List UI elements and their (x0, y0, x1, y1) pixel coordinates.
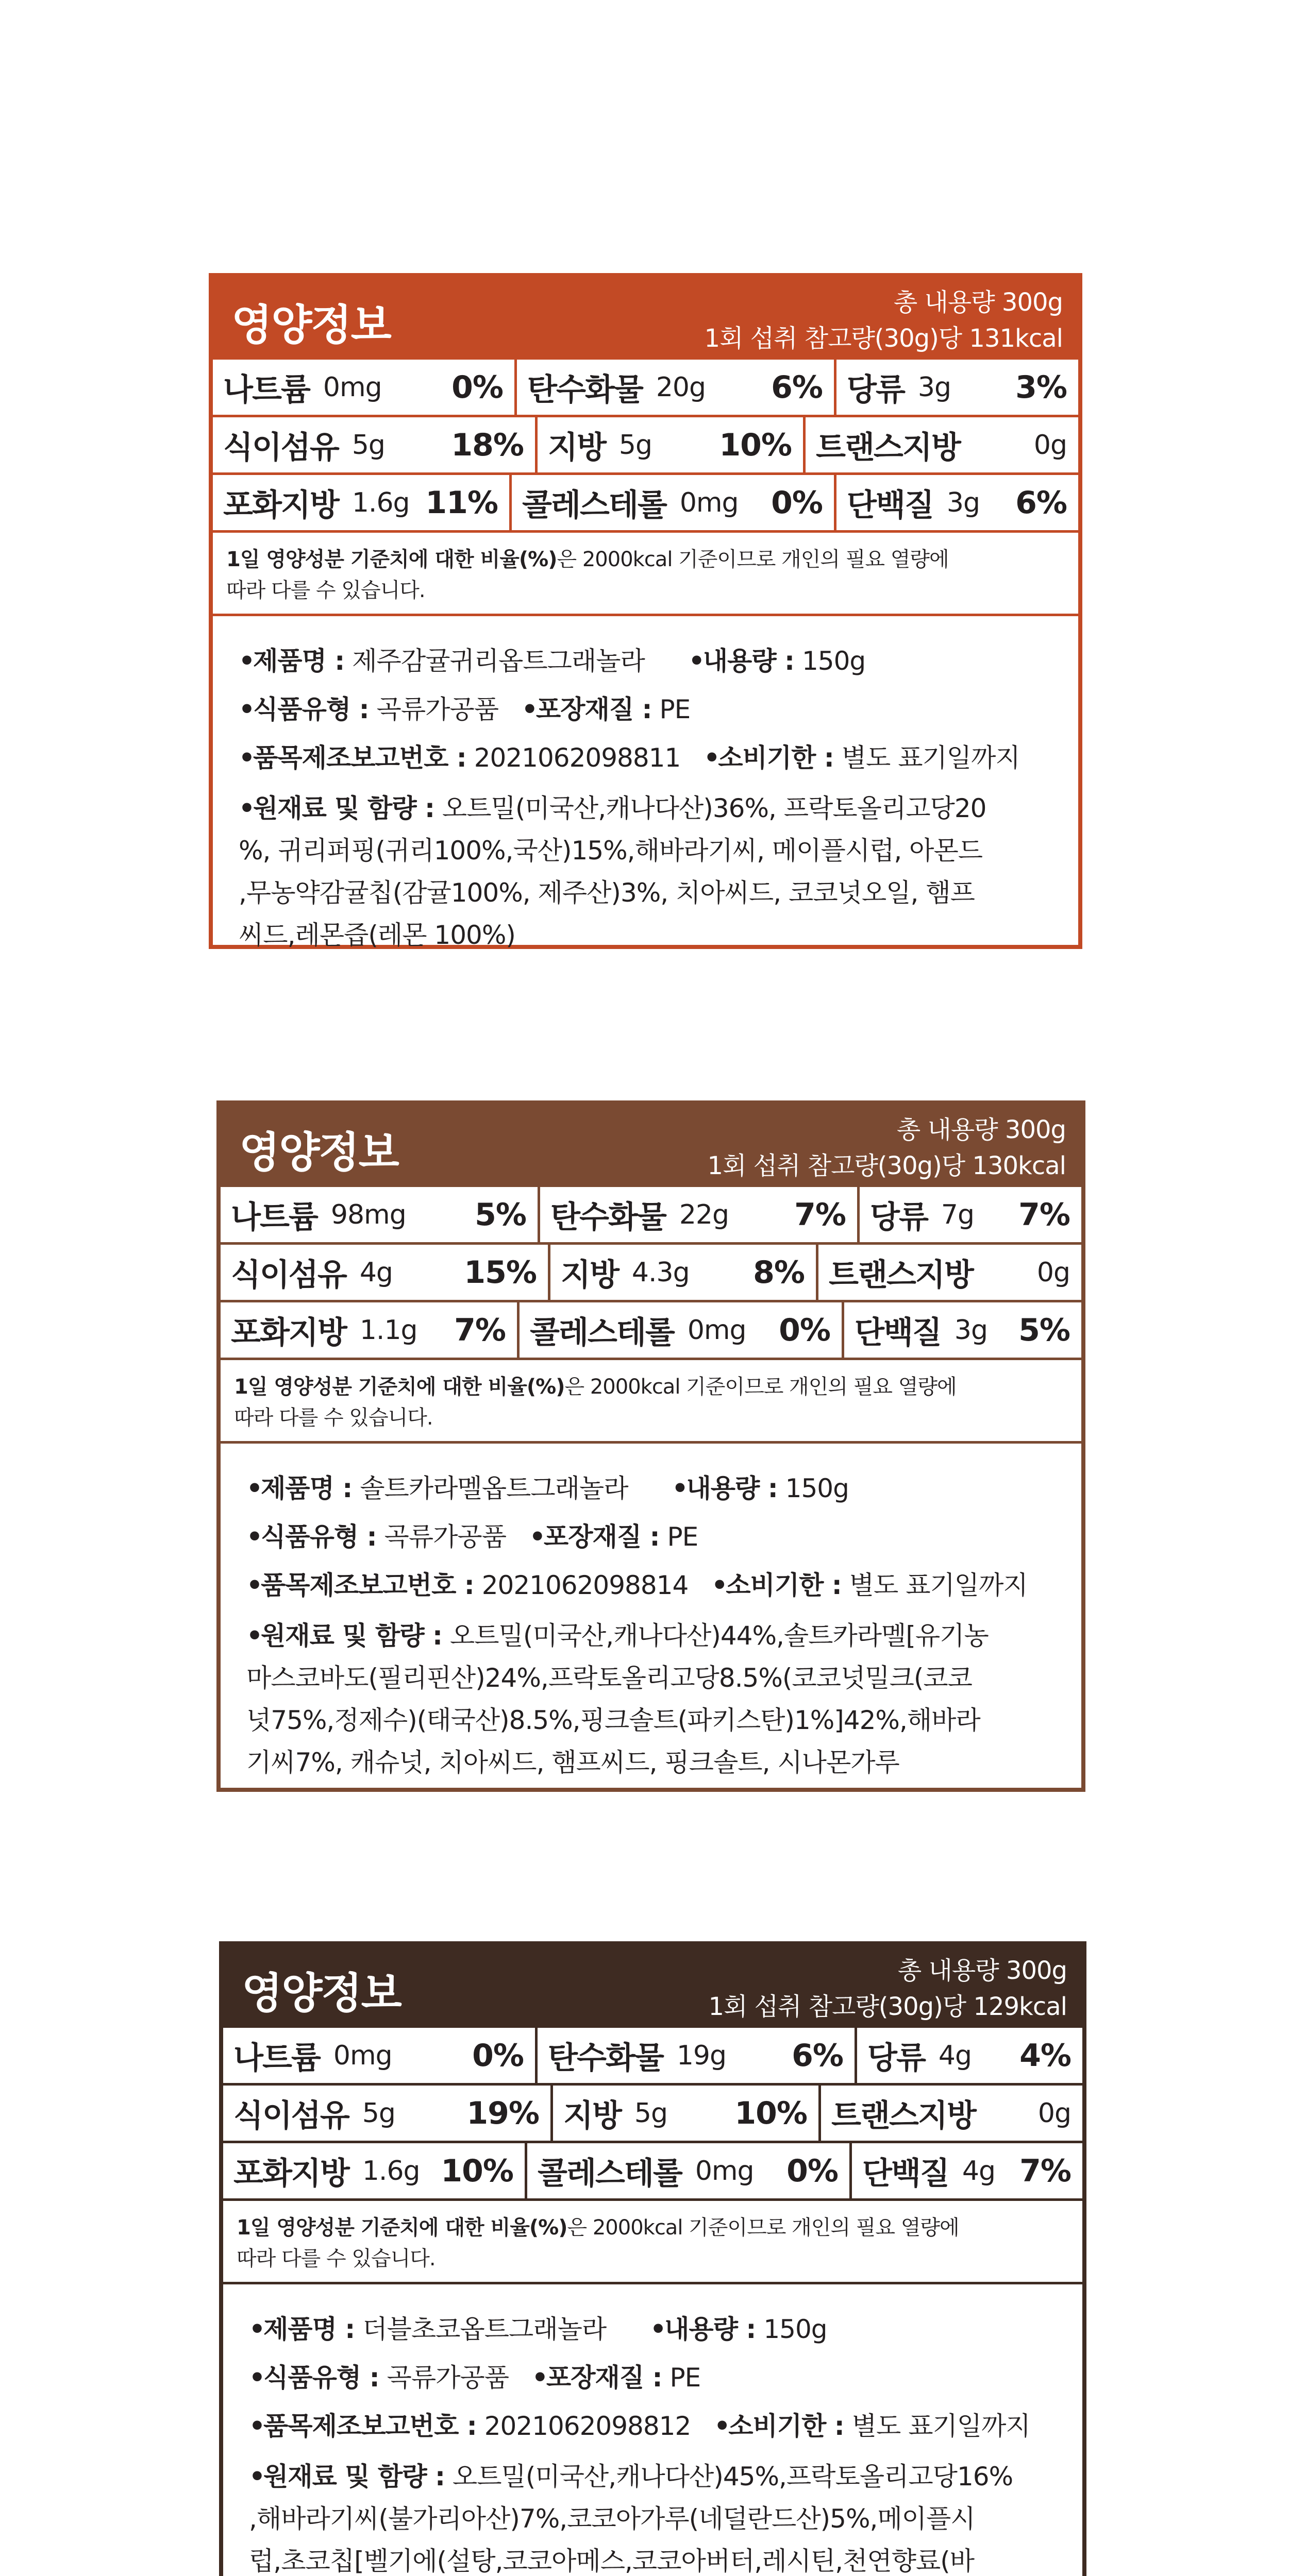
expiry-value: 별도 표기일까지 (849, 1570, 1028, 1600)
product-label: 제품명 : (253, 646, 345, 676)
nutrient-name: 포화지방 (233, 2155, 349, 2192)
nutrient-name: 탄수화물 (527, 371, 643, 408)
ingredients: •원재료 및 함량 : 오트밀(미국산,캐나다산)36%, 프락토올리고당20 %, 귀리퍼핑(귀리100%,국산)15%,해바라기씨, 메이플시럽, 아몬드 ,무농약감귤칩(감귤100%, 제주산)3%, 치아씨드, 코코넛오일, 햄프 씨드,레몬즙(레몬 100%) (239, 782, 1063, 956)
nutrient-cell-sodium (221, 1187, 540, 1242)
report-label: 품목제조보고번호 : (261, 1570, 474, 1600)
ingredients-line: 오트밀(미국산,캐나다산)36%, 프락토올리고당20 (434, 793, 986, 823)
pack-label: 포장재질 : (546, 2363, 662, 2393)
product-info (221, 1444, 1081, 1788)
product-name: 솔트카라멜옵트그래놀라 (360, 1473, 628, 1503)
nutrient-cell-sodium (213, 360, 517, 415)
nutrient-name: 트랜스지방 (829, 1257, 973, 1293)
nutrient-amount: 20g (656, 371, 706, 403)
nutrient-cell-fiber (221, 1245, 550, 1300)
nutrient-percent: 0% (771, 484, 823, 521)
nutrient-name: 포화지방 (231, 1314, 346, 1351)
product-info (223, 2284, 1082, 2576)
nutrient-percent: 5% (475, 1196, 526, 1233)
nutrition-panel-1 (209, 273, 1082, 949)
total-content: 총 내용량 300g (896, 1115, 1066, 1144)
type-line: •식품유형 : 곡류가공품 •포장재질 : PE (249, 2363, 701, 2393)
panel-title: 영양정보 (239, 1128, 398, 1177)
nutrient-name: 단백질 (855, 1314, 941, 1351)
nutrition-panel-2 (216, 1100, 1085, 1792)
ingredients: •원재료 및 함량 : 오트밀(미국산,캐나다산)44%,솔트카라멜[유기농 마스코바도(필리핀산)24%,프락토올리고당8.5%(코코넛밀크(코코 넛75%,정제수)(태국산)8.5%,핑크솔트(파키스탄)1%]42%,해바라 기씨7%, 캐슈넛, 치아씨드, 햄프씨드, 핑크솔트, 시나몬가루 (246, 1609, 1066, 1784)
nutrient-cell-sugar (857, 2028, 1082, 2083)
nutrient-name: 콜레스테롤 (522, 487, 666, 523)
type-label: 식품유형 : (263, 2363, 379, 2393)
daily-value-note (223, 2201, 1082, 2284)
nutrient-cell-sugar (836, 360, 1078, 415)
nutrient-cell-protein (836, 475, 1078, 530)
nutrient-amount: 5g (634, 2097, 668, 2129)
nutrient-amount: 5g (618, 429, 652, 461)
expiry-label: 소비기한 : (718, 743, 834, 773)
nutrient-name: 포화지방 (223, 487, 339, 523)
panel-header (221, 1105, 1081, 1187)
panel-header (223, 1945, 1082, 2028)
nutrient-amount: 0g (1033, 429, 1067, 461)
nutrient-percent: 6% (1015, 484, 1067, 521)
type-value: 곡류가공품 (376, 694, 499, 724)
ingredients-label: 원재료 및 함량 : (253, 793, 435, 823)
type-label: 식품유형 : (253, 694, 369, 724)
nutrient-name: 나트륨 (231, 1199, 317, 1235)
daily-value-note (221, 1360, 1081, 1444)
nutrient-row-1 (221, 1187, 1081, 1245)
report-label: 품목제조보고번호 : (253, 743, 466, 773)
product-name: 제주감귤귀리옵트그래놀라 (352, 646, 645, 676)
nutrient-name: 당류 (870, 1199, 928, 1235)
nutrient-cell-fat (538, 417, 806, 472)
nutrient-name: 나트륨 (233, 2040, 320, 2076)
nutrient-percent: 7% (1018, 1196, 1070, 1233)
nutrient-percent: 0% (472, 2037, 524, 2074)
ingredients-line: 오트밀(미국산,캐나다산)45%,프락토올리고당16% (445, 2462, 1013, 2492)
product-line: •제품명 : 제주감귤귀리옵트그래놀라 •내용량 : 150g (239, 646, 866, 676)
nutrient-amount: 7g (941, 1199, 975, 1230)
nutrient-amount: 0mg (695, 2155, 754, 2187)
product-label: 제품명 : (263, 2314, 355, 2344)
nutrient-amount: 0g (1036, 1257, 1070, 1288)
nutrient-row-3 (221, 1302, 1081, 1360)
nutrient-cell-carbs (540, 1187, 860, 1242)
ingredients-line: 기씨7%, 캐슈넛, 치아씨드, 햄프씨드, 핑크솔트, 시나몬가루 (246, 1748, 899, 1777)
nutrient-amount: 0mg (687, 1314, 746, 1346)
volume-label: 내용량 : (686, 1473, 778, 1503)
nutrient-percent: 6% (792, 2037, 843, 2074)
nutrient-name: 당류 (847, 371, 905, 408)
nutrient-percent: 8% (753, 1254, 805, 1291)
nutrient-cell-fiber (223, 2086, 553, 2141)
nutrient-row-2 (223, 2086, 1082, 2143)
nutrient-row-3 (213, 475, 1078, 533)
nutrient-name: 식이섬유 (233, 2097, 349, 2134)
pack-label: 포장재질 : (535, 694, 652, 724)
nutrient-cell-sat-fat (221, 1302, 520, 1358)
expiry-label: 소비기한 : (728, 2411, 844, 2441)
nutrient-percent: 5% (1018, 1312, 1070, 1348)
ingredients-line: %, 귀리퍼핑(귀리100%,국산)15%,해바라기씨, 메이플시럽, 아몬드 (239, 836, 983, 866)
ingredients-line: 오트밀(미국산,캐나다산)44%,솔트카라멜[유기농 (442, 1621, 989, 1651)
daily-value-note (213, 533, 1078, 616)
nutrient-name: 탄수화물 (548, 2040, 663, 2076)
nutrient-name: 단백질 (847, 487, 933, 523)
pack-value: PE (659, 694, 691, 724)
ingredients-line: ,무농약감귤칩(감귤100%, 제주산)3%, 치아씨드, 코코넛오일, 햄프 (239, 878, 975, 908)
total-content: 총 내용량 300g (893, 288, 1063, 317)
pack-label: 포장재질 : (543, 1522, 660, 1552)
nutrient-cell-trans-fat (818, 1245, 1081, 1300)
note-text-2: 따라 다를 수 있습니다. (226, 579, 425, 602)
nutrient-cell-cholesterol (527, 2143, 852, 2198)
report-value: 2021062098812 (484, 2411, 691, 2441)
note-text: 은 2000kcal 기준이므로 개인의 필요 열량에 (557, 548, 949, 571)
expiry-value: 별도 표기일까지 (841, 743, 1020, 773)
nutrient-amount: 0mg (333, 2040, 392, 2071)
nutrient-cell-protein (852, 2143, 1082, 2198)
nutrient-name: 식이섬유 (231, 1257, 346, 1293)
serving-info: 1회 섭취 참고량(30g)당 130kcal (707, 1151, 1066, 1180)
expiry-label: 소비기한 : (726, 1570, 842, 1600)
product-label: 제품명 : (261, 1473, 353, 1503)
report-line: •품목제조보고번호 : 2021062098814 •소비기한 : 별도 표기일까지 (246, 1570, 1028, 1600)
volume-value: 150g (763, 2314, 827, 2344)
pack-value: PE (669, 2363, 701, 2393)
nutrient-amount: 3g (954, 1314, 987, 1346)
nutrient-percent: 10% (441, 2153, 513, 2189)
nutrient-amount: 4g (962, 2155, 995, 2187)
type-line: •식품유형 : 곡류가공품 •포장재질 : PE (239, 694, 691, 724)
nutrient-percent: 3% (1015, 369, 1067, 405)
nutrient-amount: 1.6g (362, 2155, 420, 2187)
report-line: •품목제조보고번호 : 2021062098811 •소비기한 : 별도 표기일까지 (239, 743, 1020, 773)
nutrient-percent: 7% (454, 1312, 506, 1348)
nutrient-name: 트랜스지방 (831, 2097, 976, 2134)
volume-label: 내용량 : (664, 2314, 756, 2344)
nutrient-amount: 4g (938, 2040, 972, 2071)
nutrient-cell-fat (550, 1245, 818, 1300)
nutrient-cell-sodium (223, 2028, 538, 2083)
nutrient-percent: 10% (719, 427, 792, 463)
product-line: •제품명 : 솔트카라멜옵트그래놀라 •내용량 : 150g (246, 1473, 849, 1503)
nutrient-percent: 4% (1019, 2037, 1071, 2074)
nutrient-cell-trans-fat (821, 2086, 1082, 2141)
report-value: 2021062098814 (481, 1570, 689, 1600)
nutrient-percent: 0% (779, 1312, 830, 1348)
nutrient-amount: 5g (351, 429, 385, 461)
nutrient-row-2 (213, 417, 1078, 475)
nutrient-amount: 3g (917, 371, 951, 403)
report-value: 2021062098811 (474, 743, 681, 773)
expiry-value: 별도 표기일까지 (851, 2411, 1030, 2441)
nutrient-amount: 19g (676, 2040, 727, 2071)
nutrient-name: 식이섬유 (223, 429, 339, 466)
nutrient-name: 지방 (561, 1257, 618, 1293)
panel-header (213, 277, 1078, 360)
nutrient-amount: 0mg (679, 487, 739, 518)
ingredients-label: 원재료 및 함량 : (261, 1621, 443, 1651)
nutrient-name: 탄수화물 (550, 1199, 666, 1235)
note-text-2: 따라 다를 수 있습니다. (237, 2247, 436, 2270)
report-line: •품목제조보고번호 : 2021062098812 •소비기한 : 별도 표기일까지 (249, 2411, 1030, 2441)
nutrient-cell-carbs (517, 360, 836, 415)
nutrient-percent: 18% (451, 427, 524, 463)
nutrient-cell-cholesterol (512, 475, 836, 530)
nutrition-panel-3 (219, 1941, 1086, 2576)
note-text-2: 따라 다를 수 있습니다. (234, 1406, 433, 1430)
pack-value: PE (667, 1522, 698, 1552)
ingredients-line: 마스코바도(필리핀산)24%,프락토올리고당8.5%(코코넛밀크(코코 (246, 1663, 972, 1693)
nutrient-amount: 1.6g (351, 487, 410, 518)
nutrient-row-2 (221, 1245, 1081, 1302)
nutrient-cell-fiber (213, 417, 538, 472)
nutrient-amount: 4g (359, 1257, 393, 1288)
nutrient-row-1 (223, 2028, 1082, 2086)
nutrient-cell-cholesterol (520, 1302, 844, 1358)
nutrient-amount: 4.3g (631, 1257, 690, 1288)
nutrient-percent: 19% (466, 2095, 539, 2131)
ingredients-label: 원재료 및 함량 : (263, 2462, 445, 2492)
type-label: 식품유형 : (261, 1522, 377, 1552)
nutrient-percent: 15% (464, 1254, 537, 1291)
nutrient-name: 지방 (548, 429, 606, 466)
ingredients-line: 럽,초코칩[벨기에(설탕,코코아메스,코코아버터,레시틴,천연향료(바 (249, 2546, 975, 2576)
nutrient-cell-sat-fat (213, 475, 512, 530)
nutrient-name: 트랜스지방 (816, 429, 960, 466)
nutrient-percent: 11% (425, 484, 498, 521)
panel-title: 영양정보 (231, 301, 391, 350)
product-line: •제품명 : 더블초코옵트그래놀라 •내용량 : 150g (249, 2314, 827, 2344)
note-bold: 1일 영양성분 기준치에 대한 비율(%) (234, 1375, 565, 1399)
nutrient-amount: 5g (362, 2097, 395, 2129)
note-bold: 1일 영양성분 기준치에 대한 비율(%) (237, 2216, 567, 2240)
nutrient-cell-protein (844, 1302, 1081, 1358)
nutrient-amount: 0g (1037, 2097, 1071, 2129)
nutrient-percent: 7% (794, 1196, 846, 1233)
nutrient-percent: 10% (734, 2095, 807, 2131)
product-name: 더블초코옵트그래놀라 (362, 2314, 607, 2344)
nutrient-percent: 0% (786, 2153, 838, 2189)
nutrient-cell-fat (553, 2086, 821, 2141)
nutrient-amount: 3g (946, 487, 980, 518)
nutrient-cell-sugar (860, 1187, 1081, 1242)
nutrient-row-3 (223, 2143, 1082, 2201)
nutrient-name: 지방 (563, 2097, 621, 2134)
note-text: 은 2000kcal 기준이므로 개인의 필요 열량에 (567, 2216, 959, 2240)
nutrient-percent: 6% (771, 369, 823, 405)
ingredients-line: 넛75%,정제수)(태국산)8.5%,핑크솔트(파키스탄)1%]42%,해바라 (246, 1705, 980, 1735)
nutrient-amount: 98mg (330, 1199, 406, 1230)
nutrient-amount: 22g (679, 1199, 729, 1230)
nutrient-percent: 7% (1019, 2153, 1071, 2189)
nutrient-name: 나트륨 (223, 371, 310, 408)
note-text: 은 2000kcal 기준이므로 개인의 필요 열량에 (564, 1375, 957, 1399)
nutrient-name: 당류 (867, 2040, 925, 2076)
nutrient-amount: 1.1g (359, 1314, 417, 1346)
nutrient-cell-sat-fat (223, 2143, 527, 2198)
type-line: •식품유형 : 곡류가공품 •포장재질 : PE (246, 1522, 698, 1552)
serving-info: 1회 섭취 참고량(30g)당 129kcal (708, 1992, 1067, 2021)
product-info (213, 616, 1078, 950)
note-bold: 1일 영양성분 기준치에 대한 비율(%) (226, 548, 557, 571)
nutrient-amount: 0mg (323, 371, 382, 403)
nutrient-name: 콜레스테롤 (538, 2155, 682, 2192)
total-content: 총 내용량 300g (897, 1956, 1067, 1985)
nutrient-cell-trans-fat (806, 417, 1078, 472)
report-label: 품목제조보고번호 : (263, 2411, 477, 2441)
ingredients-line: ,해바라기씨(불가리아산)7%,코코아가루(네덜란드산)5%,메이플시 (249, 2504, 975, 2534)
nutrient-cell-carbs (538, 2028, 857, 2083)
ingredients: •원재료 및 함량 : 오트밀(미국산,캐나다산)45%,프락토올리고당16% ,해바라기씨(불가리아산)7%,코코아가루(네덜란드산)5%,메이플시 럽,초코칩[벨기에(설탕,코코아메스,코코아버터,레시틴,천연향료(바 (249, 2450, 1067, 2576)
volume-value: 150g (785, 1473, 849, 1503)
nutrient-name: 콜레스테롤 (530, 1314, 674, 1351)
type-value: 곡류가공품 (387, 2363, 509, 2393)
nutrient-name: 단백질 (862, 2155, 949, 2192)
serving-info: 1회 섭취 참고량(30g)당 131kcal (704, 324, 1063, 353)
panel-title: 영양정보 (242, 1969, 401, 2018)
volume-value: 150g (801, 646, 866, 676)
ingredients-line: 씨드,레몬즙(레몬 100%) (239, 920, 515, 950)
type-value: 곡류가공품 (384, 1522, 507, 1552)
nutrient-row-1 (213, 360, 1078, 417)
nutrient-percent: 0% (451, 369, 503, 405)
volume-label: 내용량 : (702, 646, 795, 676)
